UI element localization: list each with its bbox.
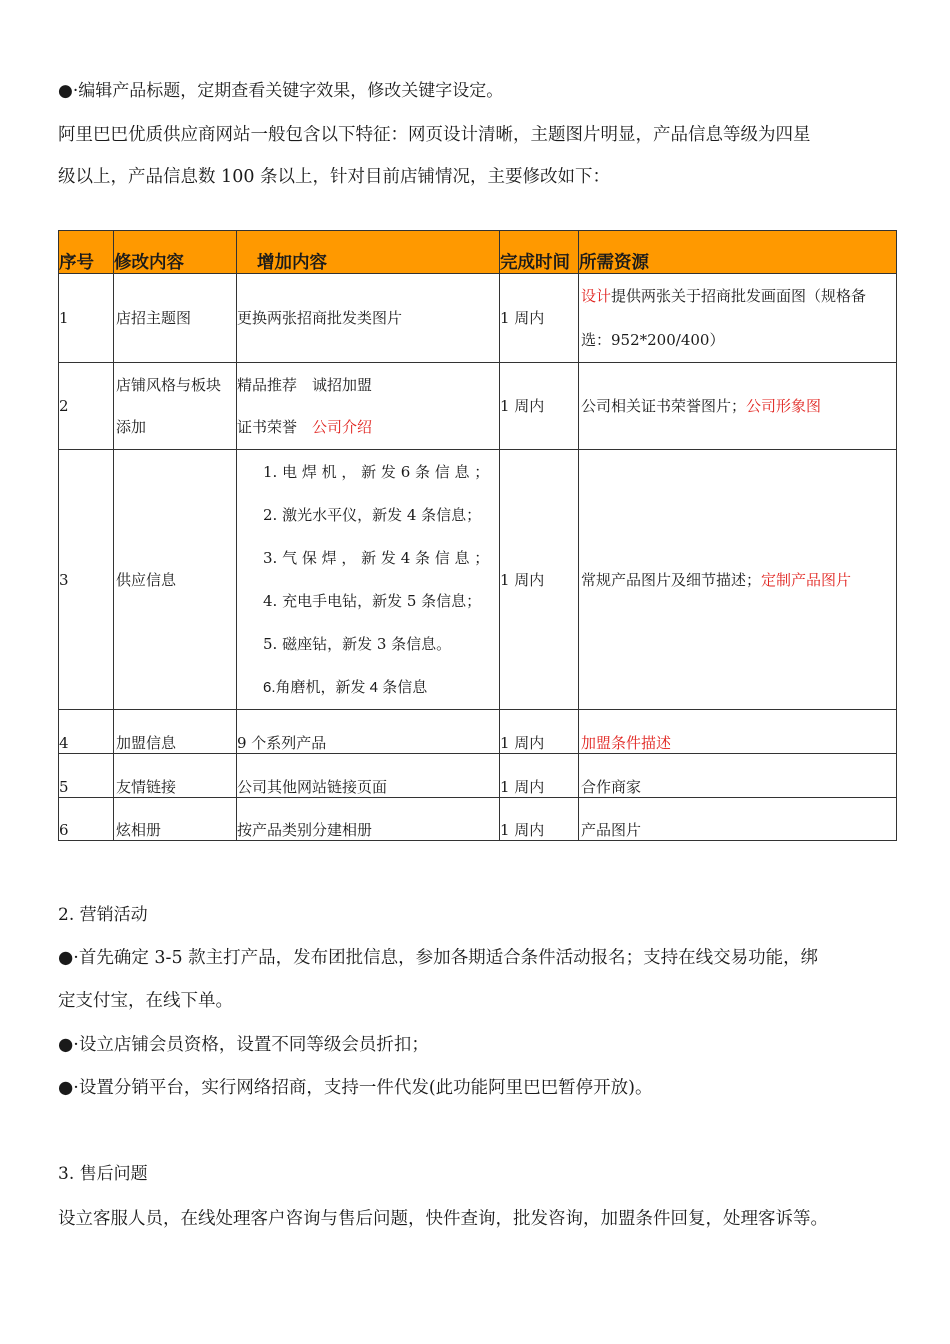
resource-highlight: 定制产品图片 xyxy=(761,570,852,589)
resource-text: 常规产品图片及细节描述； xyxy=(581,570,762,589)
row-resources xyxy=(579,274,897,363)
list-item: 3. 气 保 焊 ， 新 发 4 条 信 息 ； xyxy=(263,549,490,567)
row-content: 供应信息 xyxy=(114,450,237,710)
row-time: 1 周内 xyxy=(500,710,579,754)
section-3-text: 设立客服人员，在线处理客户咨询与售后问题，快件查询，批发咨询，加盟条件回复，处理客诉等。 xyxy=(58,1209,828,1229)
row-content: 加盟信息 xyxy=(114,710,237,754)
header-time: 完成时间 xyxy=(500,231,579,274)
list-item: 5. 磁座钻，新发 3 条信息。 xyxy=(263,635,452,653)
list-item: 6.角磨机，新发 4 条信息 xyxy=(263,679,428,696)
content-line-1: 店铺风格与板块 xyxy=(116,376,222,394)
section-3-title: 3. 售后问题 xyxy=(58,1164,148,1184)
header-resources: 所需资源 xyxy=(579,231,897,274)
add-line-1: 精品推荐 诚招加盟 xyxy=(237,376,373,394)
row-add: 更换两张招商批发类图片 xyxy=(237,274,500,363)
header-add: 增加内容 xyxy=(237,231,500,274)
row-resources xyxy=(579,363,897,450)
resource-highlight: 设计 xyxy=(581,287,612,305)
header-no: 序号 xyxy=(59,231,114,274)
row-resources: 产品图片 xyxy=(579,798,897,841)
section-2-bullet-1-line-1: ●·首先确定 3-5 款主打产品，发布团批信息，参加各期适合条件活动报名；支持在线交易功能，绑 xyxy=(58,948,819,968)
table-row xyxy=(59,363,897,450)
row-content: 友情链接 xyxy=(114,754,237,798)
list-item: 2. 激光水平仪，新发 4 条信息； xyxy=(263,506,482,524)
resource-text: 公司相关证书荣誉图片； xyxy=(581,397,747,415)
resource-highlight: 公司形象图 xyxy=(746,397,822,415)
row-content: 炫相册 xyxy=(114,798,237,841)
row-add-list xyxy=(237,450,500,710)
table-row xyxy=(59,754,897,798)
row-add xyxy=(237,363,500,450)
table-row xyxy=(59,798,897,841)
row-time: 1 周内 xyxy=(500,363,579,450)
row-no: 2 xyxy=(59,363,114,450)
resource-text-2: 选：952*200/400） xyxy=(581,331,725,349)
intro-bullet-edit-titles: ●·编辑产品标题，定期查看关键字效果，修改关键字设定。 xyxy=(58,81,504,101)
table-header-row xyxy=(59,231,897,274)
table-row xyxy=(59,710,897,754)
content-line-2: 添加 xyxy=(116,418,147,436)
row-resources: 加盟条件描述 xyxy=(579,710,897,754)
row-no: 4 xyxy=(59,710,114,754)
row-time: 1 周内 xyxy=(500,754,579,798)
intro-paragraph-line-2: 级以上，产品信息数 100 条以上，针对目前店铺情况，主要修改如下： xyxy=(58,167,611,187)
row-add: 按产品类别分建相册 xyxy=(237,798,500,841)
add-highlight: 公司介绍 xyxy=(312,418,373,436)
add-line-2: 证书荣誉 xyxy=(237,418,313,436)
row-time: 1 周内 xyxy=(500,274,579,363)
row-no: 1 xyxy=(59,274,114,363)
row-time: 1 周内 xyxy=(500,798,579,841)
row-resources: 合作商家 xyxy=(579,754,897,798)
section-2-title: 2. 营销活动 xyxy=(58,905,148,925)
intro-paragraph-line-1: 阿里巴巴优质供应商网站一般包含以下特征：网页设计清晰，主题图片明显，产品信息等级为四星 xyxy=(58,125,811,145)
section-2-bullet-2: ●·设立店铺会员资格，设置不同等级会员折扣； xyxy=(58,1035,429,1055)
table-row xyxy=(59,450,897,710)
resource-text: 提供两张关于招商批发画面图（规格备 xyxy=(611,287,867,305)
table-row xyxy=(59,274,897,363)
row-add: 公司其他网站链接页面 xyxy=(237,754,500,798)
row-time: 1 周内 xyxy=(500,450,579,710)
header-content: 修改内容 xyxy=(114,231,237,274)
modification-table xyxy=(58,230,897,841)
row-no: 5 xyxy=(59,754,114,798)
row-no: 3 xyxy=(59,450,114,710)
row-add: 9 个系列产品 xyxy=(237,710,500,754)
list-item: 1. 电 焊 机 ， 新 发 6 条 信 息 ； xyxy=(263,463,490,481)
section-2-bullet-1-line-2: 定支付宝，在线下单。 xyxy=(58,991,233,1011)
row-resources xyxy=(579,450,897,710)
list-item: 4. 充电手电钻，新发 5 条信息； xyxy=(263,592,482,610)
row-no: 6 xyxy=(59,798,114,841)
row-content: 店招主题图 xyxy=(114,274,237,363)
section-2-bullet-3: ●·设置分销平台，实行网络招商，支持一件代发(此功能阿里巴巴暂停开放)。 xyxy=(58,1078,653,1098)
row-content xyxy=(114,363,237,450)
